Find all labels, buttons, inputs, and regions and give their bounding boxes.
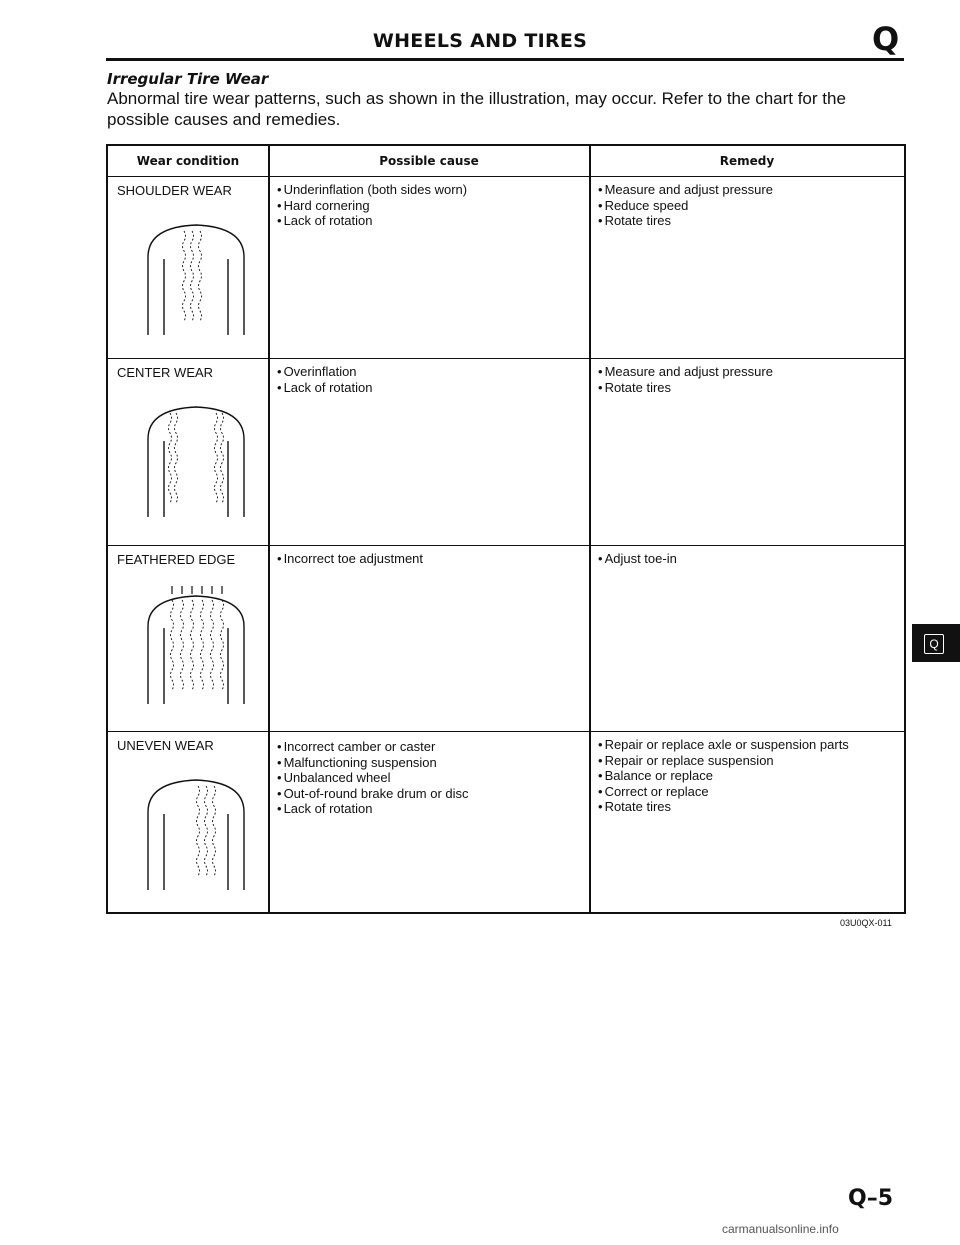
condition-label: SHOULDER WEAR bbox=[117, 183, 232, 198]
cause-item: • Overinflation bbox=[277, 364, 372, 380]
remedy-item: • Repair or replace suspension bbox=[598, 753, 849, 769]
cause-item: • Unbalanced wheel bbox=[277, 770, 469, 786]
table-row bbox=[108, 177, 904, 359]
page-title: WHEELS AND TIRES bbox=[372, 30, 588, 52]
cause-list bbox=[277, 551, 423, 567]
footer-watermark: carmanualsonline.info bbox=[722, 1222, 839, 1236]
remedy-item: • Adjust toe-in bbox=[598, 551, 677, 567]
remedy-item: • Repair or replace axle or suspension parts bbox=[598, 737, 849, 753]
remedy-list bbox=[598, 364, 773, 395]
header-rule bbox=[106, 58, 904, 61]
tire-wear-table bbox=[106, 144, 906, 914]
shoulder-wear-tire-icon bbox=[146, 217, 246, 337]
remedy-item: • Correct or replace bbox=[598, 784, 849, 800]
figure-reference: 03U0QX-011 bbox=[840, 918, 892, 928]
table-row bbox=[108, 359, 904, 546]
remedy-item: • Rotate tires bbox=[598, 799, 849, 815]
cause-item: • Malfunctioning suspension bbox=[277, 755, 469, 771]
uneven-wear-tire-icon bbox=[146, 772, 246, 892]
page-number: Q–5 bbox=[848, 1186, 894, 1211]
cause-item: • Lack of rotation bbox=[277, 213, 467, 229]
cause-item: • Out-of-round brake drum or disc bbox=[277, 786, 469, 802]
center-wear-tire-icon bbox=[146, 399, 246, 519]
cause-list bbox=[277, 739, 469, 817]
condition-label: CENTER WEAR bbox=[117, 365, 214, 380]
remedy-item: • Balance or replace bbox=[598, 768, 849, 784]
remedy-item: • Reduce speed bbox=[598, 198, 773, 214]
cause-list bbox=[277, 182, 467, 229]
remedy-list bbox=[598, 737, 849, 815]
cause-item: • Lack of rotation bbox=[277, 380, 372, 396]
section-tab-label: Q bbox=[924, 634, 944, 654]
remedy-item: • Rotate tires bbox=[598, 380, 773, 396]
header-wear-condition: Wear condition bbox=[136, 154, 240, 168]
remedy-item: • Rotate tires bbox=[598, 213, 773, 229]
cause-item: • Lack of rotation bbox=[277, 801, 469, 817]
feathered-edge-tire-icon bbox=[146, 586, 246, 706]
section-letter: Q bbox=[872, 20, 900, 58]
header-remedy: Remedy bbox=[719, 154, 775, 168]
table-row bbox=[108, 732, 904, 912]
header-possible-cause: Possible cause bbox=[379, 154, 479, 168]
remedy-list bbox=[598, 551, 677, 567]
cause-list bbox=[277, 364, 372, 395]
cause-item: • Incorrect camber or caster bbox=[277, 739, 469, 755]
section-tab[interactable] bbox=[912, 624, 960, 662]
cause-item: • Hard cornering bbox=[277, 198, 467, 214]
remedy-item: • Measure and adjust pressure bbox=[598, 182, 773, 198]
condition-label: UNEVEN WEAR bbox=[117, 738, 214, 753]
section-title: Irregular Tire Wear bbox=[107, 70, 269, 88]
section-intro: Abnormal tire wear patterns, such as shown in the illustration, may occur. Refer to the chart for the possible causes and remedies. bbox=[107, 89, 846, 129]
cause-item: • Underinflation (both sides worn) bbox=[277, 182, 467, 198]
cause-item: • Incorrect toe adjustment bbox=[277, 551, 423, 567]
table-header bbox=[108, 146, 904, 177]
condition-label: FEATHERED EDGE bbox=[117, 552, 236, 567]
remedy-list bbox=[598, 182, 773, 229]
remedy-item: • Measure and adjust pressure bbox=[598, 364, 773, 380]
table-row bbox=[108, 546, 904, 732]
